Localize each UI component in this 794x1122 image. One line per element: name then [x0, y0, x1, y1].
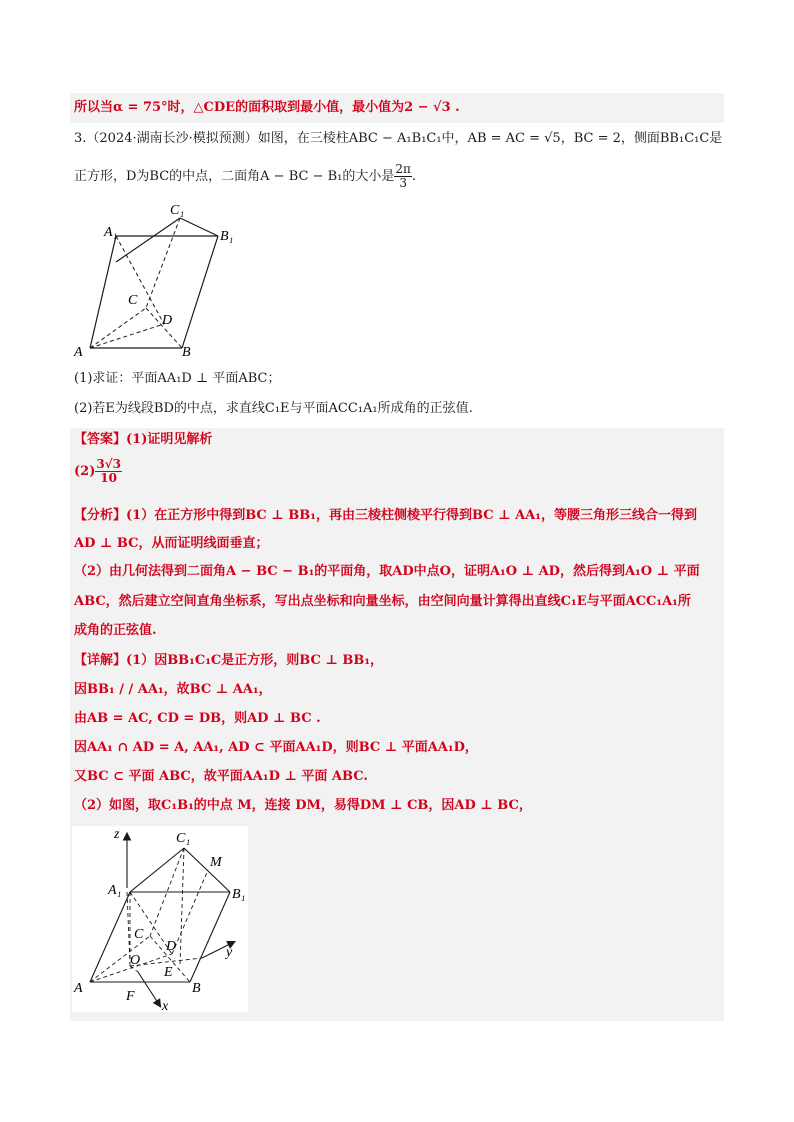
detail-line-1: 【详解】(1）因BB₁C₁C是正方形，则BC ⊥ BB₁， [74, 653, 384, 668]
label-C: C [134, 927, 144, 942]
answer-fraction [95, 458, 122, 485]
angle-numerator: 2π [395, 162, 411, 176]
question-1: (1)求证：平面AA₁D ⊥ 平面ABC； [74, 371, 281, 386]
analysis-line-1: 【分析】(1）在正方形中得到BC ⊥ BB₁，再由三棱柱侧棱平行得到BC ⊥ AA₁，等腰三角形三线合一得到 [74, 508, 697, 523]
prism-figure-2 [72, 826, 248, 1012]
edge-C1-B1 [184, 848, 230, 892]
answer-line-1: 【答案】(1)证明见解析 [74, 432, 213, 447]
label-D: D [166, 939, 177, 954]
label-A: A [74, 981, 83, 996]
label-A1: A₁ [104, 225, 118, 240]
angle-fraction [394, 163, 412, 190]
label-D: D [162, 313, 173, 328]
label-C1: C₁ [176, 831, 191, 846]
edge-A1-A [90, 236, 116, 348]
segment-A-D [90, 324, 164, 348]
analysis-line-4: ABC，然后建立空间直角坐标系，写出点坐标和向量坐标，由空间向量计算得出直线C₁E与平面ACC₁A₁所 [74, 594, 691, 609]
analysis-line-2: AD ⊥ BC，从而证明线面垂直； [74, 536, 269, 551]
answer-numerator: 3√3 [96, 457, 121, 471]
edge-C1-B1 [180, 218, 218, 236]
label-x: x [162, 999, 169, 1012]
segment-C1-E [180, 848, 184, 966]
problem-line-1: 3.（2024·湖南长沙·模拟预测）如图，在三棱柱ABC − A₁B₁C₁中，AB = AC = √5，BC = 2，侧面BB₁C₁C是 [74, 131, 723, 146]
analysis-line-3: （2）由几何法得到二面角A − BC − B₁的平面角，取AD中点O，证明A₁O ⊥ AD，然后得到A₁O ⊥ 平面 [74, 564, 700, 579]
prism-figure-1 [70, 196, 250, 366]
edge-B1-B [182, 236, 218, 348]
top-conclusion: 所以当α = 75°时，△CDE的面积取到最小值，最小值为2 − √3 . [74, 100, 460, 115]
label-O: O [130, 953, 141, 968]
label-z: z [114, 827, 120, 842]
edge-C1-C [146, 218, 180, 308]
problem-line-2-text: 正方形，D为BC的中点，二面角A − BC − B₁的大小是 [74, 169, 395, 184]
detail-line-5: 又BC ⊂ 平面 ABC，故平面AA₁D ⊥ 平面 ABC. [74, 769, 368, 784]
question-2: (2)若E为线段BD的中点，求直线C₁E与平面ACC₁A₁所成角的正弦值. [74, 401, 473, 416]
label-B1: B₁ [220, 229, 234, 244]
label-E: E [164, 965, 173, 980]
detail-line-2: 因BB₁ / / AA₁，故BC ⊥ AA₁， [74, 682, 272, 697]
answer-part-2-label: (2) [74, 464, 96, 479]
label-B: B [192, 981, 201, 996]
angle-denominator: 3 [399, 176, 407, 190]
label-y: y [226, 945, 233, 960]
detail-line-4: 因AA₁ ∩ AD = A, AA₁, AD ⊂ 平面AA₁D，则BC ⊥ 平面AA₁D， [74, 740, 478, 755]
analysis-line-5: 成角的正弦值. [74, 623, 157, 638]
problem-line-2 [74, 163, 416, 190]
detail-line-6: （2）如图，取C₁B₁的中点 M，连接 DM，易得DM ⊥ CB，因AD ⊥ BC， [74, 798, 532, 813]
detail-line-3: 由AB = AC, CD = DB，则AD ⊥ BC . [74, 711, 321, 726]
problem-line-2-end: . [411, 169, 417, 184]
label-C1: C₁ [170, 203, 185, 218]
label-F: F [126, 989, 135, 1004]
label-C: C [128, 293, 138, 308]
answer-line-2 [74, 458, 122, 485]
label-A: A [74, 345, 83, 360]
segment-D-M [172, 870, 208, 954]
label-B: B [182, 345, 191, 360]
edge-A-C [90, 936, 150, 982]
label-B1: B₁ [232, 887, 246, 902]
edge-B1-B [190, 892, 230, 982]
edge-A1-A [90, 892, 130, 982]
label-M: M [210, 855, 222, 870]
axis-x-solid [138, 972, 160, 1006]
answer-denominator: 10 [100, 471, 117, 485]
edge-A1-C1 [116, 218, 180, 262]
label-A1: A₁ [108, 883, 122, 898]
